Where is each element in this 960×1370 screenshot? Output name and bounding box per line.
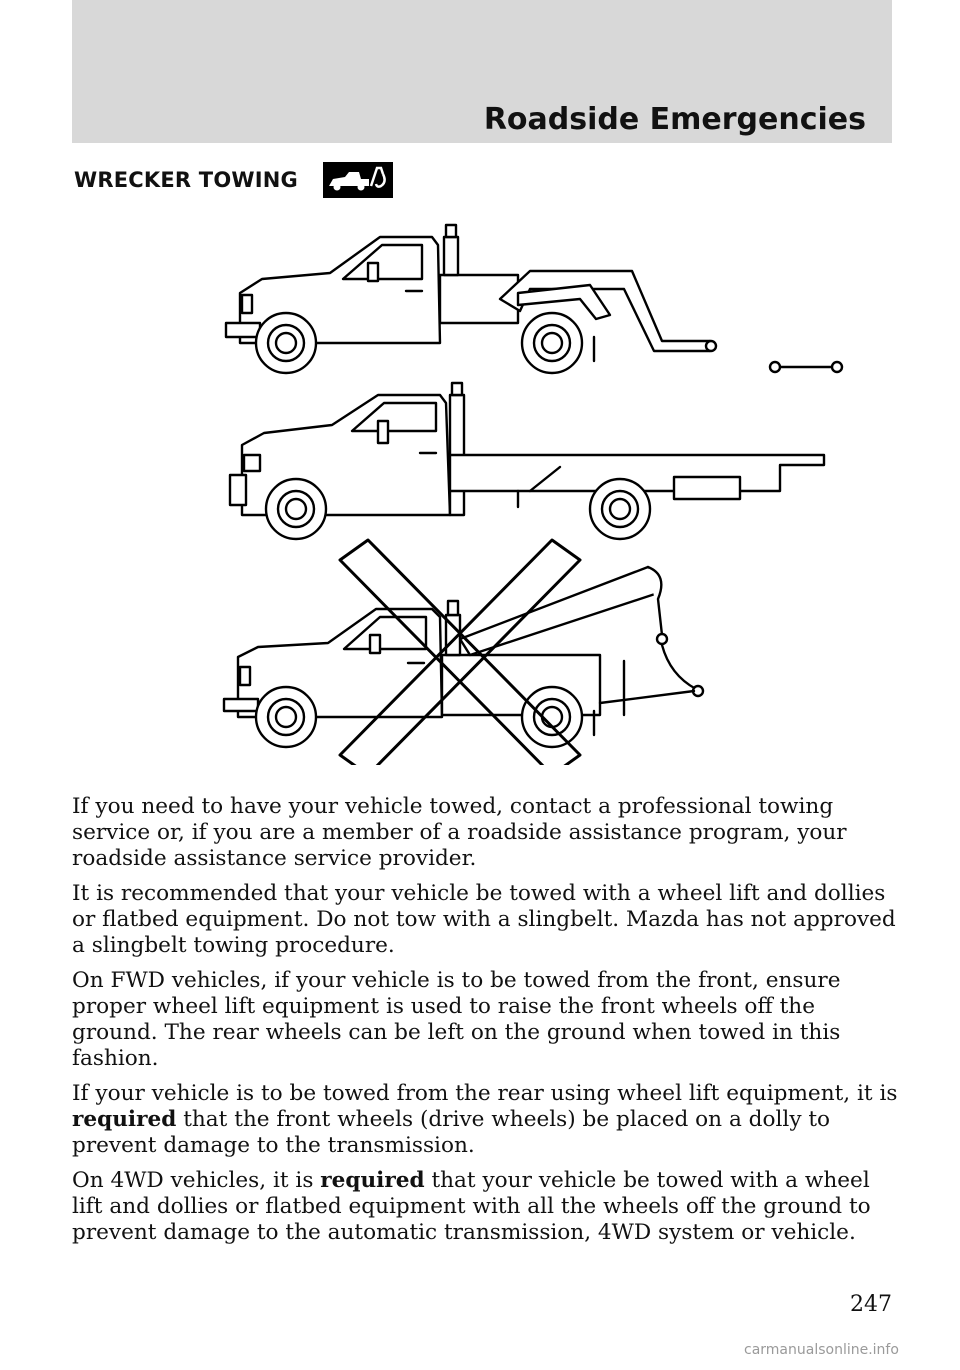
section-title: WRECKER TOWING [74,168,298,192]
page-number: 247 [850,1292,892,1317]
paragraph-5-text-b: that your vehicle be towed with a wheel lift and dollies or flatbed equipment with all the wheels off the ground to prevent damage to the automatic transmission, 4WD system or vehicle. [72,1168,871,1245]
tow-truck-icon [323,162,393,198]
paragraph-4-text-b: that the front wheels (drive wheels) be placed on a dolly to prevent damage to the transmission. [72,1107,831,1158]
footer-url: carmanualsonline.info [744,1342,899,1358]
tow-truck-types-illustration [200,215,860,765]
paragraph-5 [72,1168,902,1246]
paragraph-2: It is recommended that your vehicle be towed with a wheel lift and dollies or flatbed equipment. Do not tow with a slingbelt. Mazda has not approved a slingbelt towing procedure. [72,881,896,958]
flatbed-tow-truck [230,383,824,539]
paragraph-5-text-a: On 4WD vehicles, it is [72,1168,321,1193]
header-band [72,0,892,143]
paragraph-4-emphasis: required [72,1107,177,1132]
paragraph-4-text-a: If your vehicle is to be towed from the rear using wheel lift equipment, it is [72,1081,898,1106]
paragraph-1: If you need to have your vehicle towed, contact a professional towing service or, if you are a member of a roadside assistance program, your roadside assistance service provider. [72,794,847,871]
slingbelt-tow-truck [224,567,703,747]
body-text [72,794,902,1255]
paragraph-3: On FWD vehicles, if your vehicle is to be towed from the front, ensure proper wheel lift equipment is used to raise the front wheels off the ground. The rear wheels can be left on the ground when towed in this fashion. [72,968,841,1071]
paragraph-5-emphasis: required [320,1168,425,1193]
page-header-title: Roadside Emergencies [483,102,866,137]
wheel-lift-tow-truck [226,225,842,373]
paragraph-4 [72,1081,902,1159]
